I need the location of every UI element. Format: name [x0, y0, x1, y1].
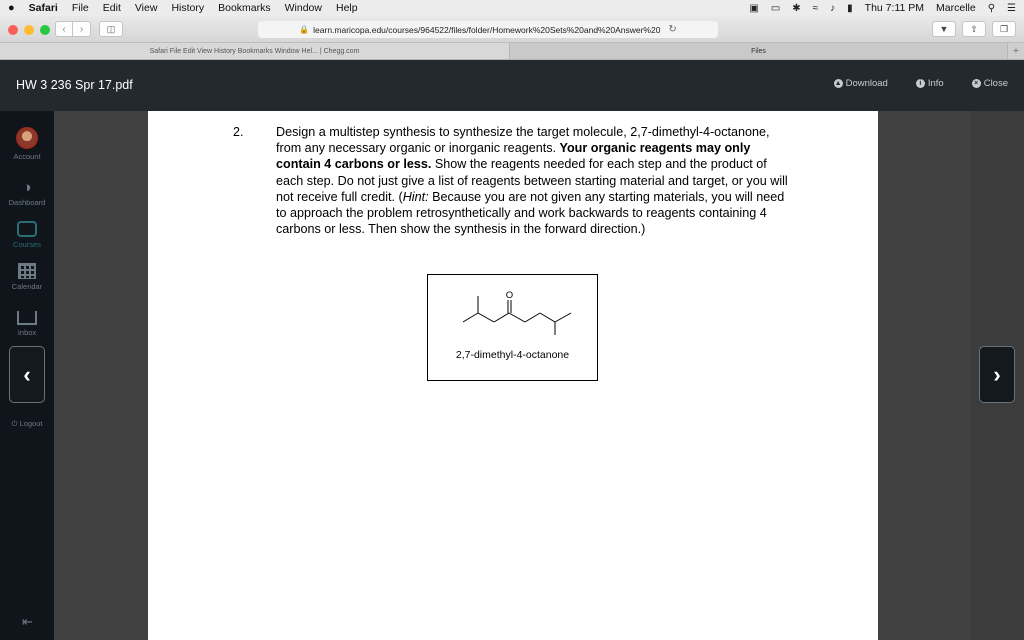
forward-button[interactable]	[73, 21, 91, 37]
menu-bar	[0, 0, 1024, 16]
menu-history[interactable]: History	[171, 2, 205, 14]
question-text-1: Design a multistep synthesis to synthesize the target molecule, 2,7-dimethyl-4-octanone, from any necessary organic or inorganic reagents.	[276, 125, 770, 156]
avatar	[16, 127, 38, 149]
zoom-window-button[interactable]	[40, 25, 50, 35]
menu-clock[interactable]: Thu 7:11 PM	[864, 2, 925, 14]
window-controls	[8, 25, 50, 35]
question-number: 2.	[233, 125, 244, 139]
viewer-margin-left	[54, 111, 148, 640]
tab-overview-button[interactable]	[992, 21, 1016, 37]
display-icon[interactable]: ▣	[749, 2, 759, 14]
lock-icon: 🔒	[299, 25, 310, 34]
tab-chegg[interactable]: Safari File Edit View History Bookmarks Window Hel... | Chegg.com	[0, 43, 510, 59]
close-button[interactable]	[972, 78, 1008, 89]
reload-icon[interactable]: ↻	[668, 24, 677, 35]
oxygen-atom-label: O	[505, 290, 514, 301]
question-text-2: Show the reagents needed for each step and the product of each step. Do not just give a list of reagents between starting material and target, or you will not receive full credit. (	[276, 157, 788, 204]
close-window-button[interactable]	[8, 25, 18, 35]
structure-figure	[427, 274, 598, 381]
calendar-icon	[18, 263, 36, 279]
address-url: learn.maricopa.edu/courses/964522/files/folder/Homework%20Sets%20and%20Answer%20	[313, 24, 661, 35]
nav-calendar[interactable]	[0, 263, 54, 291]
menu-file[interactable]: File	[71, 2, 89, 14]
chevron-left-icon: ‹	[62, 23, 66, 35]
nav-account-label: Account	[13, 152, 41, 161]
notification-center-icon[interactable]: ☰	[1007, 2, 1016, 14]
nav-courses[interactable]	[0, 221, 54, 249]
wifi-icon[interactable]: ≈	[812, 2, 819, 14]
chevron-left-icon: ‹	[23, 361, 31, 387]
viewer-margin-right	[878, 111, 970, 640]
molecule-structure	[428, 275, 597, 380]
tabs-icon: ❐	[999, 23, 1009, 34]
collapse-nav-icon[interactable]: ⇤	[22, 614, 33, 629]
share-icon: ⇧	[970, 23, 978, 34]
history-nav	[55, 21, 91, 37]
address-bar[interactable]	[258, 21, 718, 38]
menu-help[interactable]: Help	[335, 2, 358, 14]
plus-icon: +	[1012, 45, 1020, 57]
book-icon	[17, 221, 37, 237]
structure-caption: 2,7-dimethyl-4-octanone	[455, 349, 570, 361]
question-text	[276, 124, 796, 237]
download-icon: ▼	[939, 24, 949, 34]
back-button[interactable]	[55, 21, 73, 37]
close-label: Close	[983, 78, 1008, 89]
cloud-download-icon: ▲	[834, 80, 842, 87]
close-icon: ×	[972, 79, 981, 88]
preview-actions	[834, 78, 1008, 89]
battery-icon[interactable]: ▮	[847, 2, 853, 14]
question-text-3: Because you are not given any starting materials, you will need to approach the problem retrosynthetically and work backwards to reagents containing 4 carbons or less. Then show the synthesis in the forward direction.)	[276, 189, 785, 237]
menu-edit[interactable]: Edit	[102, 2, 121, 14]
nav-dashboard-label: Dashboard	[8, 198, 46, 207]
minimize-window-button[interactable]	[24, 25, 34, 35]
nav-logout[interactable]	[0, 419, 54, 429]
menu-extras	[749, 0, 1016, 16]
info-button[interactable]	[916, 78, 944, 89]
download-label: Download	[845, 78, 888, 89]
speedometer-icon: ◑	[22, 179, 32, 196]
downloads-button[interactable]	[932, 21, 956, 37]
bluetooth-icon[interactable]: ✱	[792, 2, 801, 14]
inbox-icon	[17, 311, 37, 325]
download-button[interactable]	[834, 78, 888, 89]
show-sidebar-button[interactable]	[99, 21, 123, 37]
nav-inbox[interactable]	[0, 311, 54, 337]
nav-inbox-label: Inbox	[17, 328, 37, 337]
toolbar-actions	[932, 21, 1016, 37]
chevron-right-icon: ›	[993, 361, 1001, 387]
pdf-page	[148, 111, 878, 640]
next-file-button[interactable]	[979, 346, 1015, 403]
power-icon: ⏻	[11, 419, 18, 428]
preview-header	[0, 60, 1024, 111]
previous-file-button[interactable]	[9, 346, 45, 403]
chevron-right-icon: ›	[79, 23, 84, 35]
nav-courses-label: Courses	[13, 240, 41, 249]
tab-files[interactable]: Files	[510, 43, 1008, 59]
question-hint: Hint:	[402, 189, 429, 204]
info-label: Info	[927, 78, 944, 89]
tab-bar	[0, 43, 1024, 60]
menu-app-safari[interactable]: Safari	[28, 2, 58, 14]
browser-toolbar	[0, 16, 1024, 43]
nav-account[interactable]	[0, 127, 54, 161]
sidebar-icon: ◫	[106, 23, 116, 34]
share-button[interactable]	[962, 21, 986, 37]
menu-view[interactable]: View	[134, 2, 158, 14]
menu-window[interactable]: Window	[284, 2, 322, 14]
nav-logout-label: Logout	[19, 419, 43, 428]
nav-calendar-label: Calendar	[11, 282, 43, 291]
document-title: HW 3 236 Spr 17.pdf	[16, 78, 133, 92]
info-icon: i	[916, 79, 925, 88]
nav-dashboard[interactable]	[0, 179, 54, 207]
spotlight-search-icon[interactable]: ⚲	[987, 2, 996, 14]
question-text-bold: Your organic reagents may only contain 4 carbons or less.	[276, 141, 751, 172]
menu-user[interactable]: Marcelle	[936, 2, 976, 14]
apple-menu-icon[interactable]: ●	[8, 2, 15, 14]
menu-bookmarks[interactable]: Bookmarks	[218, 2, 271, 14]
new-tab-button[interactable]	[1008, 43, 1024, 59]
volume-icon[interactable]: ♪	[830, 2, 836, 14]
airplay-icon[interactable]: ▭	[770, 2, 781, 14]
